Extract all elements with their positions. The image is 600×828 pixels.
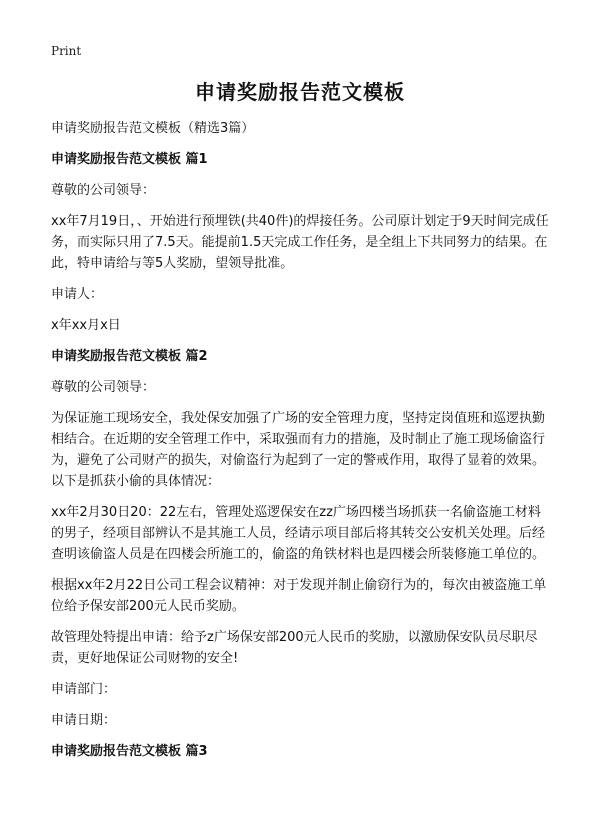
greeting-2: 尊敬的公司领导： (51, 380, 156, 395)
section-heading-3: 申请奖励报告范文模板 篇3 (51, 744, 208, 759)
paragraph: 为保证施工现场安全，我处保安加强了广场的安全管理力度，坚持定岗值班和巡逻执勤相结合。在近期的安全管理工作中，采取强而有力的措施，及时制止了施工现场偷盗行为，避免了公司财产的损失，对偷盗行为起到了一定的警戒作用，取得了显着的效果。以下是抓获小偷的具体情况： (51, 411, 546, 489)
print-link[interactable]: Print (51, 44, 82, 58)
paragraph: 故管理处特提出申请：给予z广场保安部200元人民币的奖励，以激励保安队员尽职尽责，更好地保证公司财物的安全! (51, 630, 538, 666)
paragraph: xx年7月19日，、开始进行预埋铁(共40件)的焊接任务。公司原计划定于9天时间完成任务，而实际只用了7.5天。能提前1.5天完成工作任务，是全组上下共同努力的结果。在此，特申请给与等5人奖励，望领导批准。 (51, 214, 549, 271)
date-label: 申请日期： (51, 713, 117, 728)
section-heading-2: 申请奖励报告范文模板 篇2 (51, 349, 208, 364)
page-title: 申请奖励报告范文模板 (195, 80, 405, 104)
section-heading-1: 申请奖励报告范文模板 篇1 (51, 152, 208, 167)
date-line: x年xx月x日 (51, 318, 121, 333)
paragraph: xx年2月30日20：22左右，管理处巡逻保安在zz广场四楼当场抓获一名偷盗施工材料的男子，经项目部辨认不是其施工人员，经请示项目部后将其转交公安机关处理。后经查明该偷盗人员是在四楼会所施工的，偷盗的角铁材料也是四楼会所装修施工单位的。 (51, 505, 546, 562)
document-subtitle: 申请奖励报告范文模板（精选3篇） (51, 121, 255, 136)
applicant-label: 申请人： (51, 287, 104, 302)
document-body (51, 118, 551, 772)
greeting-1: 尊敬的公司领导： (51, 183, 156, 198)
department-label: 申请部门： (51, 682, 117, 697)
paragraph: 根据xx年2月22日公司工程会议精神：对于发现并制止偷窃行为的，每次由被盗施工单位给予保安部200元人民币奖励。 (51, 578, 547, 614)
